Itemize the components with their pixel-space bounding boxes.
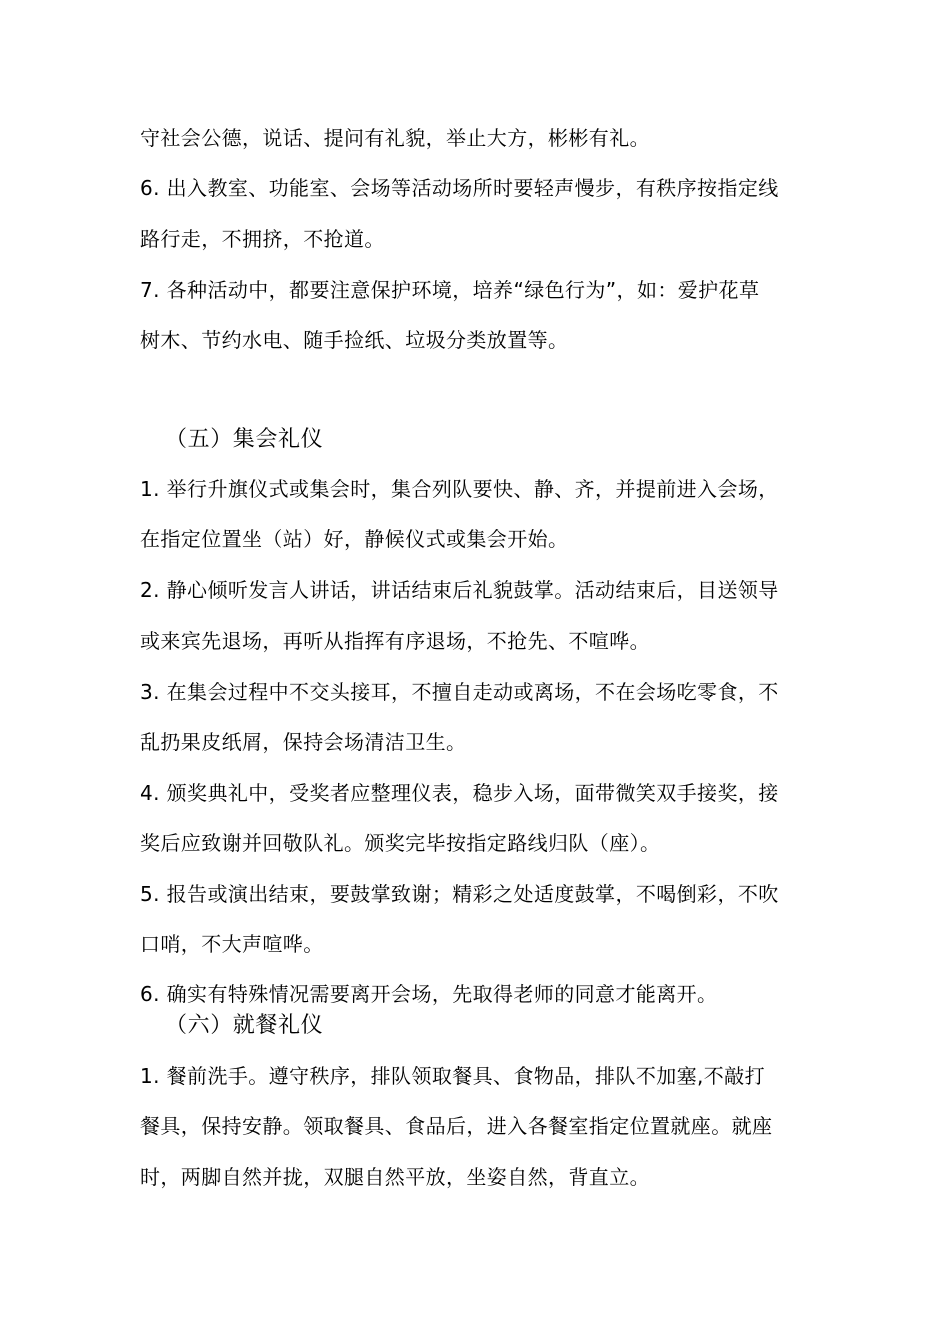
text-line: 6. 出入教室、功能室、会场等活动场所时要轻声慢步，有秩序按指定线 xyxy=(140,176,779,200)
text-line: 5. 报告或演出结束，要鼓掌致谢；精彩之处适度鼓掌，不喝倒彩，不吹 xyxy=(140,882,779,906)
text-line: 或来宾先退场，再听从指挥有序退场，不抢先、不喧哗。 xyxy=(140,629,650,653)
text-line: 1. 餐前洗手。遵守秩序，排队领取餐具、食物品，排队不加塞,不敲打 xyxy=(140,1064,765,1088)
text-line: 守社会公德，说话、提问有礼貌，举止大方，彬彬有礼。 xyxy=(140,126,650,150)
text-line: 餐具，保持安静。领取餐具、食品后，进入各餐室指定位置就座。就座 xyxy=(140,1114,773,1138)
text-line: 时，两脚自然并拢，双腿自然平放，坐姿自然，背直立。 xyxy=(140,1165,650,1189)
text-line: 2. 静心倾听发言人讲话，讲话结束后礼貌鼓掌。活动结束后，目送领导 xyxy=(140,578,779,602)
text-line: 4. 颁奖典礼中，受奖者应整理仪表，稳步入场，面带微笑双手接奖，接 xyxy=(140,781,779,805)
section-heading: （五）集会礼仪 xyxy=(165,427,324,452)
text-line: 在指定位置坐（站）好，静候仪式或集会开始。 xyxy=(140,527,569,551)
text-line: 6. 确实有特殊情况需要离开会场，先取得老师的同意才能离开。 xyxy=(140,982,718,1006)
text-line: 3. 在集会过程中不交头接耳，不擅自走动或离场，不在会场吃零食，不 xyxy=(140,680,779,704)
text-line: 奖后应致谢并回敬队礼。颁奖完毕按指定路线归队（座）。 xyxy=(140,831,661,855)
text-line: 树木、节约水电、随手捡纸、垃圾分类放置等。 xyxy=(140,328,569,352)
text-line: 乱扔果皮纸屑，保持会场清洁卫生。 xyxy=(140,730,467,754)
section-heading: （六）就餐礼仪 xyxy=(165,1013,324,1038)
text-line: 口哨，不大声喧哗。 xyxy=(140,932,324,956)
text-line: 路行走，不拥挤，不抢道。 xyxy=(140,227,385,251)
text-line: 7. 各种活动中，都要注意保护环境，培养“绿色行为”，如：爱护花草 xyxy=(140,278,760,302)
text-line: 1. 举行升旗仪式或集会时，集合列队要快、静、齐，并提前进入会场， xyxy=(140,477,779,501)
